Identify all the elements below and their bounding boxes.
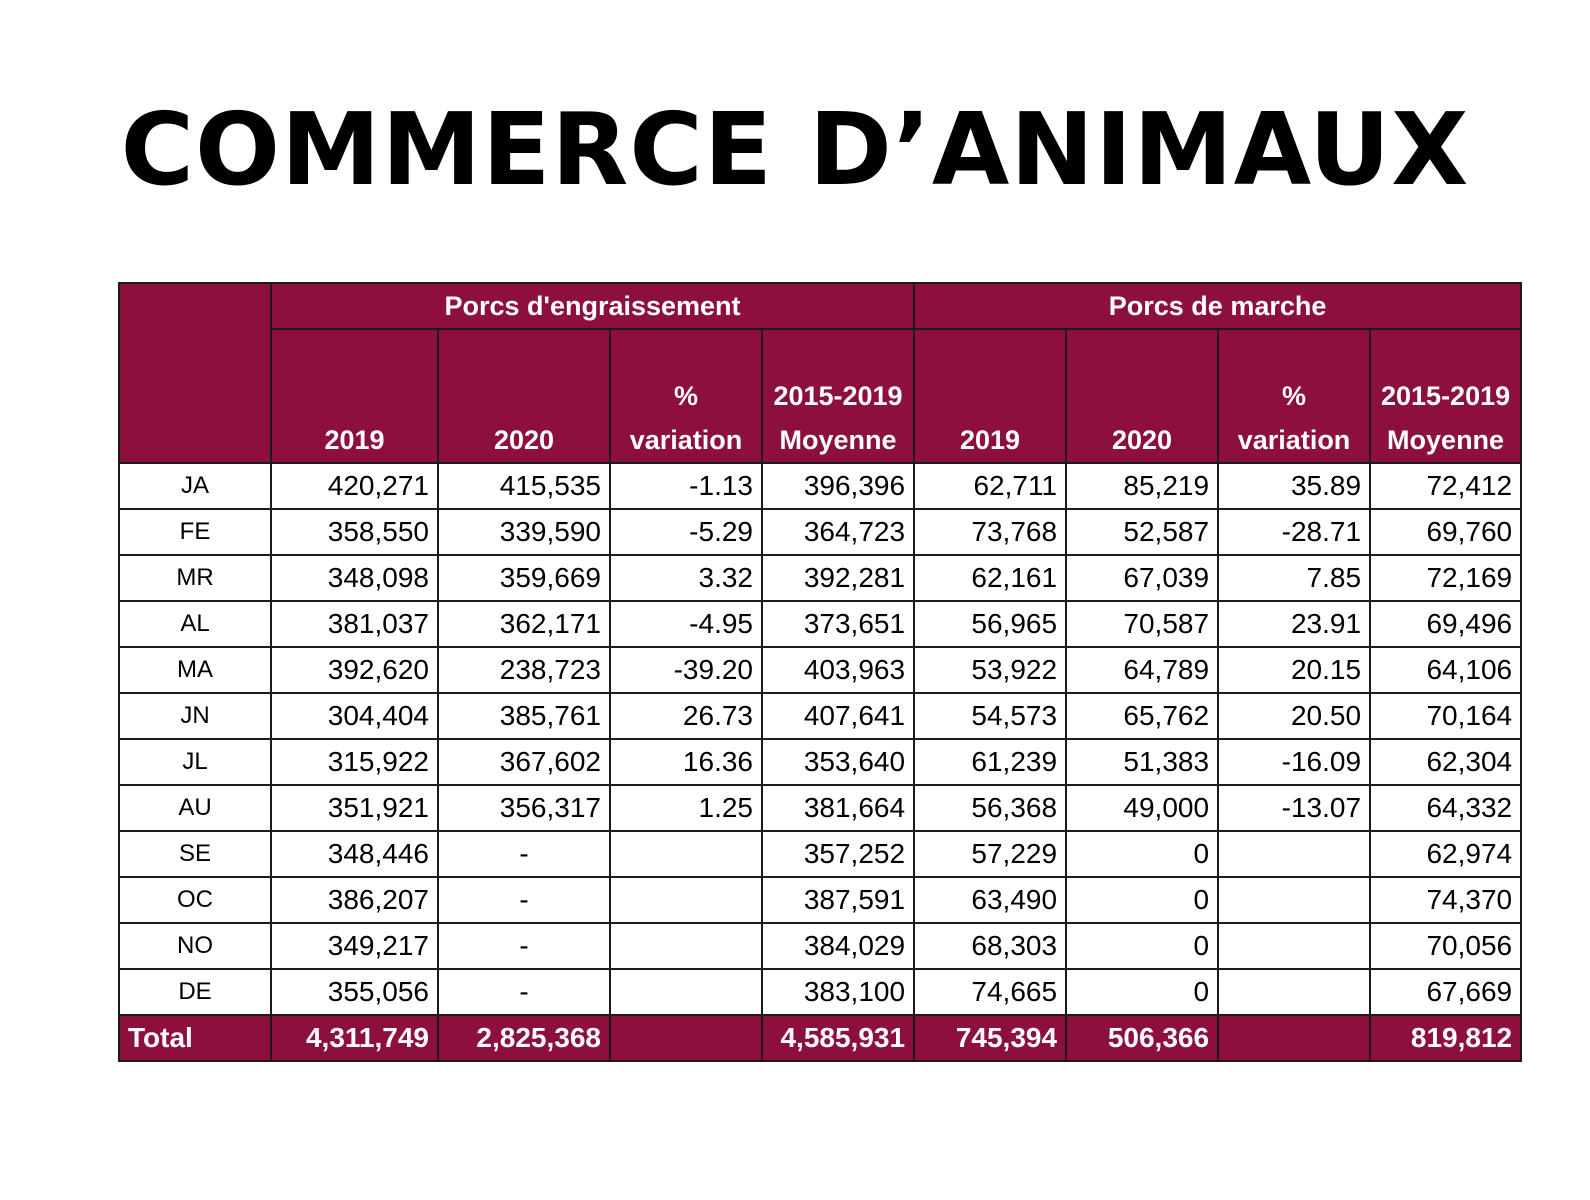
total-cell: 745,394 [914, 1015, 1066, 1061]
table-cell: 20.50 [1218, 693, 1370, 739]
table-cell: 56,368 [914, 785, 1066, 831]
table-cell: 65,762 [1066, 693, 1218, 739]
total-cell [610, 1015, 762, 1061]
table-cell: -16.09 [1218, 739, 1370, 785]
table-cell: -1.13 [610, 463, 762, 509]
table-cell: 26.73 [610, 693, 762, 739]
table-cell: 56,965 [914, 601, 1066, 647]
table-cell: 67,039 [1066, 555, 1218, 601]
table-cell: -39.20 [610, 647, 762, 693]
month-cell: JA [119, 463, 271, 509]
livestock-trade-table [118, 282, 1522, 1062]
month-cell: AL [119, 601, 271, 647]
table-cell: 54,573 [914, 693, 1066, 739]
table-cell: -13.07 [1218, 785, 1370, 831]
table-row [119, 693, 1521, 739]
total-cell: 4,585,931 [762, 1015, 914, 1061]
table-cell: 73,768 [914, 509, 1066, 555]
table-cell: 420,271 [271, 463, 438, 509]
table-cell: 364,723 [762, 509, 914, 555]
total-cell: 819,812 [1370, 1015, 1521, 1061]
column-header: % variation [610, 329, 762, 463]
table-cell: 57,229 [914, 831, 1066, 877]
table-cell: 407,641 [762, 693, 914, 739]
table-cell: 396,396 [762, 463, 914, 509]
table-cell: 385,761 [438, 693, 610, 739]
table-cell: 348,098 [271, 555, 438, 601]
table-cell: 64,332 [1370, 785, 1521, 831]
table-cell: 62,161 [914, 555, 1066, 601]
table-cell: 383,100 [762, 969, 914, 1015]
table-cell: - [438, 831, 610, 877]
table-cell: 357,252 [762, 831, 914, 877]
table-cell: 0 [1066, 877, 1218, 923]
table-cell: 355,056 [271, 969, 438, 1015]
table-cell [1218, 923, 1370, 969]
month-cell: MR [119, 555, 271, 601]
table-cell: 403,963 [762, 647, 914, 693]
total-cell: 2,825,368 [438, 1015, 610, 1061]
table-cell: 0 [1066, 969, 1218, 1015]
table-cell: 69,760 [1370, 509, 1521, 555]
table-cell: -28.71 [1218, 509, 1370, 555]
total-cell: 4,311,749 [271, 1015, 438, 1061]
table-row [119, 923, 1521, 969]
table-cell: 61,239 [914, 739, 1066, 785]
table-cell: 348,446 [271, 831, 438, 877]
table-cell: 386,207 [271, 877, 438, 923]
table-cell: 70,164 [1370, 693, 1521, 739]
table-cell: 387,591 [762, 877, 914, 923]
table-cell: 381,664 [762, 785, 914, 831]
table-cell [1218, 831, 1370, 877]
table-cell: -5.29 [610, 509, 762, 555]
table-cell: - [438, 923, 610, 969]
table-row [119, 877, 1521, 923]
table-cell: 3.32 [610, 555, 762, 601]
table-cell: 358,550 [271, 509, 438, 555]
table-cell: 415,535 [438, 463, 610, 509]
table-cell: 356,317 [438, 785, 610, 831]
table-row [119, 969, 1521, 1015]
month-cell: OC [119, 877, 271, 923]
month-cell: JN [119, 693, 271, 739]
column-header: 2019 [271, 329, 438, 463]
table-cell: 63,490 [914, 877, 1066, 923]
table-cell: 70,587 [1066, 601, 1218, 647]
table-cell [610, 923, 762, 969]
table-row [119, 601, 1521, 647]
table-cell: 1.25 [610, 785, 762, 831]
table-body [119, 463, 1521, 1015]
header-corner-cell [119, 283, 271, 463]
table-cell: 62,711 [914, 463, 1066, 509]
month-cell: MA [119, 647, 271, 693]
table-row [119, 739, 1521, 785]
table-row [119, 509, 1521, 555]
table-cell: 304,404 [271, 693, 438, 739]
table-cell: 70,056 [1370, 923, 1521, 969]
table-cell: 315,922 [271, 739, 438, 785]
table-cell: 85,219 [1066, 463, 1218, 509]
month-cell: FE [119, 509, 271, 555]
table-cell: -4.95 [610, 601, 762, 647]
group-header-fattening-pigs: Porcs d'engraissement [271, 283, 914, 329]
column-header: 2020 [438, 329, 610, 463]
table-cell: 238,723 [438, 647, 610, 693]
table-cell: 16.36 [610, 739, 762, 785]
table-cell: 52,587 [1066, 509, 1218, 555]
table-cell: 69,496 [1370, 601, 1521, 647]
table-cell: 23.91 [1218, 601, 1370, 647]
table-cell: 359,669 [438, 555, 610, 601]
table-cell: 392,281 [762, 555, 914, 601]
table-cell: 351,921 [271, 785, 438, 831]
column-header: 2019 [914, 329, 1066, 463]
table-cell [610, 877, 762, 923]
table-cell: 68,303 [914, 923, 1066, 969]
table-cell: 20.15 [1218, 647, 1370, 693]
table-cell: 381,037 [271, 601, 438, 647]
month-cell: NO [119, 923, 271, 969]
table-cell: 367,602 [438, 739, 610, 785]
month-cell: DE [119, 969, 271, 1015]
total-cell [1218, 1015, 1370, 1061]
table-row [119, 647, 1521, 693]
table-cell: 362,171 [438, 601, 610, 647]
table-cell: 51,383 [1066, 739, 1218, 785]
column-header: 2015-2019 Moyenne [1370, 329, 1521, 463]
table-cell: 339,590 [438, 509, 610, 555]
table-cell: 64,789 [1066, 647, 1218, 693]
column-header: % variation [1218, 329, 1370, 463]
table-cell: 7.85 [1218, 555, 1370, 601]
month-cell: SE [119, 831, 271, 877]
table-cell: 353,640 [762, 739, 914, 785]
table-cell: 384,029 [762, 923, 914, 969]
table-row [119, 555, 1521, 601]
table-cell: 373,651 [762, 601, 914, 647]
table-cell: 0 [1066, 831, 1218, 877]
table-cell: 74,665 [914, 969, 1066, 1015]
table-cell: 53,922 [914, 647, 1066, 693]
table-cell: 67,669 [1370, 969, 1521, 1015]
month-cell: AU [119, 785, 271, 831]
column-header: 2020 [1066, 329, 1218, 463]
table-cell [1218, 969, 1370, 1015]
total-row [119, 1015, 1521, 1061]
table-cell: 74,370 [1370, 877, 1521, 923]
column-header: 2015-2019 Moyenne [762, 329, 914, 463]
page-title: COMMERCE D’ANIMAUX [120, 91, 1470, 208]
table-cell: 49,000 [1066, 785, 1218, 831]
table-cell: 62,304 [1370, 739, 1521, 785]
table-cell: 64,106 [1370, 647, 1521, 693]
table-cell: - [438, 969, 610, 1015]
table-cell: 72,169 [1370, 555, 1521, 601]
total-cell: 506,366 [1066, 1015, 1218, 1061]
table-cell [610, 831, 762, 877]
table-cell: - [438, 877, 610, 923]
table-cell: 72,412 [1370, 463, 1521, 509]
table-row [119, 831, 1521, 877]
group-header-market-pigs: Porcs de marche [914, 283, 1521, 329]
table-cell [1218, 877, 1370, 923]
table-cell [610, 969, 762, 1015]
table-cell: 392,620 [271, 647, 438, 693]
month-cell: JL [119, 739, 271, 785]
table-row [119, 785, 1521, 831]
table-row [119, 463, 1521, 509]
total-label: Total [119, 1015, 271, 1061]
table-cell: 35.89 [1218, 463, 1370, 509]
table-cell: 349,217 [271, 923, 438, 969]
table-cell: 62,974 [1370, 831, 1521, 877]
table-cell: 0 [1066, 923, 1218, 969]
